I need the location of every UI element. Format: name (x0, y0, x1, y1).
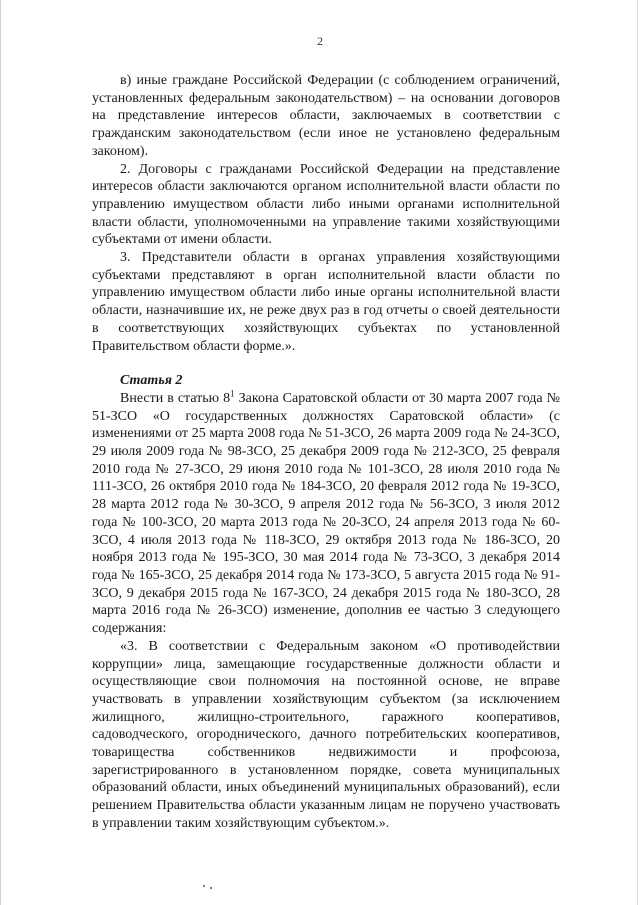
page-number: 2 (317, 34, 323, 48)
document-body (92, 72, 560, 833)
paragraph-item-v: в) иные граждане Российской Федерации (с соблюдением ограничений, установленных федеральным законодательством) – на основании договоров на представление интересов области, заключаемых в соответствии с гражданским законодательством (если иное не установлено федеральным законом). (92, 73, 560, 159)
article-number-superscript: 1 (230, 388, 235, 399)
article-intro-start: Внести в статью 8 (120, 390, 231, 406)
paragraph-item-2: 2. Договоры с гражданами Российской Федерации на представление интересов области заключаются органом исполнительной власти области по управлению имуществом области либо иными органами исполнительной власти области, уполномоченными на управление такими хозяйствующими субъектами от имени области. (92, 161, 560, 248)
paragraph-item-3: 3. Представители области в органах управления хозяйствующими субъектами представляют в орган исполнительной власти области по управлению имуществом области либо иные органы исполнительной власти области, назначившие их, не реже двух раз в год отчеты о своей деятельности в соответствующих хозяйствующих субъектах по установленной Правительством области форме.». (92, 250, 560, 354)
article-intro (92, 390, 560, 638)
scan-edge-left (0, 0, 1, 905)
article-intro-rest: Закона Саратовской области от 30 марта 2007 года № 51-ЗСО «О государственных должностях Саратовской области» (с изменениями от 25 марта 2008 года № 51-ЗСО, 26 марта 2009 года № 24-ЗСО, 29 июля 2009 года № 98-ЗСО, 25 декабря 2009 года № 212-ЗСО, 25 февраля 2010 года № 27-ЗСО, 29 июня 2010 года № 101-ЗСО, 28 июля 2010 года № 111-ЗСО, 26 октября 2010 года № 184-ЗСО, 20 февраля 2012 года № 19-ЗСО, 28 марта 2012 года № 30-ЗСО, 9 апреля 2012 года № 56-ЗСО, 3 июля 2012 года № 100-ЗСО, 20 марта 2013 года № 20-ЗСО, 24 апреля 2013 года № 60-ЗСО, 4 июля 2013 года № 118-ЗСО, 29 октября 2013 года № 186-ЗСО, 20 ноября 2013 года № 195-ЗСО, 30 мая 2014 года № 73-ЗСО, 3 декабря 2014 года № 165-ЗСО, 25 декабря 2014 года № 173-ЗСО, 5 августа 2015 года № 91-ЗСО, 9 декабря 2015 года № 167-ЗСО, 24 декабря 2015 года № 180-ЗСО, 28 марта 2016 года № 26-ЗСО) изменение, дополнив ее частью 3 следующего содержания: (92, 390, 560, 637)
article-quote: «3. В соответствии с Федеральным законом «О противодействии коррупции» лица, замещающие государственные должности области и осуществляющие свои полномочия на постоянной основе, не вправе участвовать в управлении хозяйствующим субъектом (за исключением жилищного, жилищно-строительного, гаражного кооперативов, садоводческого, огороднического, дачного потребительских кооперативов, товарищества собственников недвижимости и профсоюза, зарегистрированного в установленном порядке, совета муниципальных образований области, иных объединений муниципальных образований), если решением Правительства области указанным лицам не поручено участвовать в управлении таким хозяйствующим субъектом.». (92, 638, 560, 831)
scan-artifact (210, 887, 212, 889)
scan-edge-right (637, 0, 638, 905)
scan-artifact (203, 885, 205, 887)
article-heading: Статья 2 (120, 373, 183, 389)
